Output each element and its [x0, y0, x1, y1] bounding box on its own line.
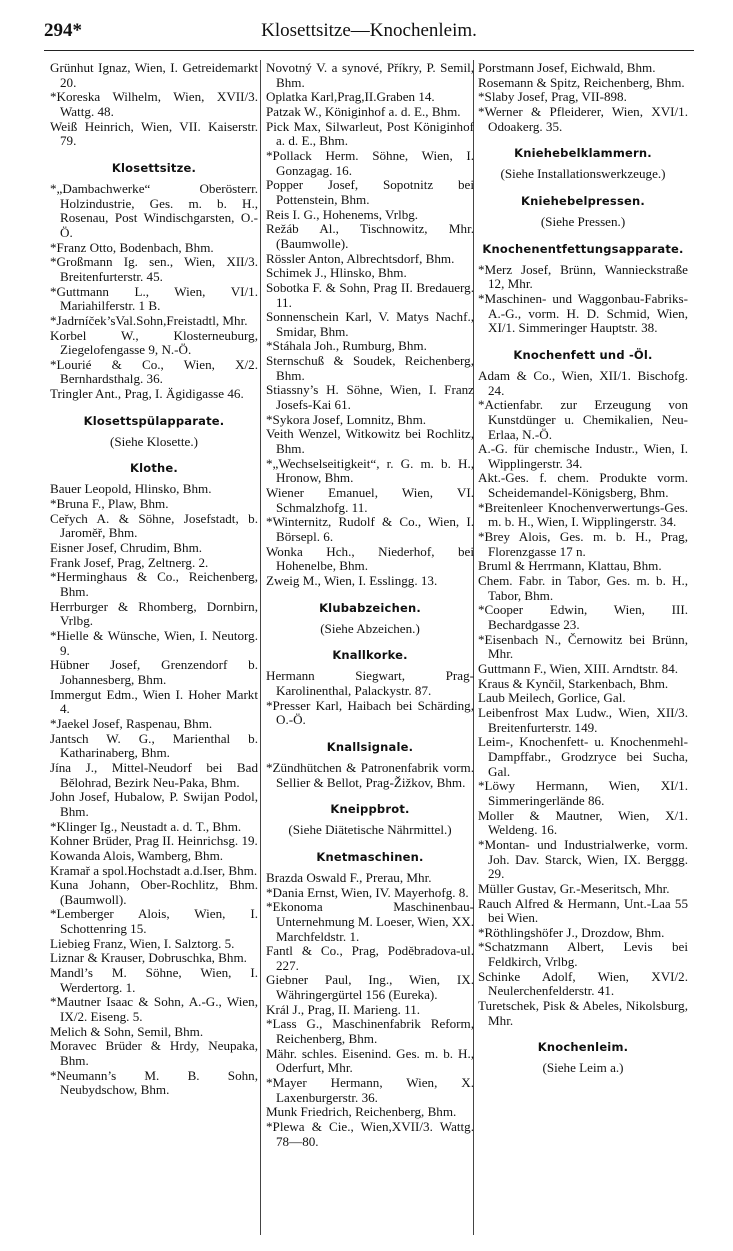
- directory-entry: Chem. Fabr. in Tabor, Ges. m. b. H., Tabor, Bhm.: [478, 573, 688, 603]
- directory-entry: *Schatzmann Albert, Levis bei Feldkirch, Vrlbg.: [478, 939, 688, 970]
- directory-entry: Kramař a spol.Hochstadt a.d.Iser, Bhm.: [50, 862, 258, 878]
- section-heading: Knallkorke.: [332, 648, 408, 663]
- section-heading: Knochenleim.: [537, 1040, 629, 1055]
- directory-entry: Hermann Siegwart, Prag-Karolinenthal, Palackystr. 87.: [266, 668, 474, 698]
- directory-entry: Bauer Leopold, Hlinsko, Bhm.: [50, 481, 212, 497]
- see-also-note: (Siehe Abzeichen.): [320, 620, 420, 636]
- directory-entry: *Stáhala Joh., Rumburg, Bhm.: [266, 338, 427, 354]
- directory-entry: Stiassny’s H. Söhne, Wien, I. Franz Josefs-Kai 61.: [266, 382, 474, 413]
- directory-entry: Liebieg Franz, Wien, I. Salztorg. 5.: [50, 935, 235, 951]
- directory-entry: Fantl & Co., Prag, Poděbradova-ul. 227.: [266, 943, 474, 973]
- see-also-note: (Siehe Leim a.): [542, 1060, 624, 1076]
- directory-entry: Sonnenschein Karl, V. Matys Nachf., Smidar, Bhm.: [266, 309, 474, 339]
- section-heading: Knochenfett und -Öl.: [513, 347, 653, 362]
- directory-entry: Leibenfrost Max Ludw., Wien, XII/3. Breitenfurterstr. 149.: [478, 704, 688, 735]
- directory-entry: Bruml & Herrmann, Klattau, Bhm.: [478, 558, 662, 574]
- directory-entry: Laub Meilech, Gorlice, Gal.: [478, 690, 626, 706]
- directory-entry: Immergut Edm., Wien I. Hoher Markt 4.: [50, 686, 258, 717]
- directory-entry: Frank Josef, Prag, Zeltnerg. 2.: [50, 554, 209, 570]
- directory-entry: *Montan- und Industrialwerke, vorm. Joh. Dav. Starck, Wien, IX. Berggg. 29.: [478, 836, 688, 882]
- section-heading: Klubabzeichen.: [319, 600, 421, 615]
- directory-entry: Kuna Johann, Ober-Rochlitz, Bhm. (Baumwoll).: [50, 877, 258, 907]
- directory-entry: Melich & Sohn, Semil, Bhm.: [50, 1023, 204, 1039]
- directory-entry: Pick Max, Silwarleut, Post Königinhof a. d. E., Bhm.: [266, 118, 474, 149]
- directory-entry: *Franz Otto, Bodenbach, Bhm.: [50, 239, 214, 255]
- directory-entry: Turetschek, Pisk & Abeles, Nikolsburg, Mhr.: [478, 998, 688, 1028]
- directory-entry: Mandl’s M. Söhne, Wien, I. Werdertorg. 1.: [50, 965, 258, 995]
- directory-entry: John Josef, Hubalow, P. Swijan Podol, Bhm.: [50, 789, 258, 819]
- directory-entry: *Plewa & Cie., Wien,XVII/3. Wattg. 78—80.: [266, 1119, 474, 1149]
- directory-entry: Weiß Heinrich, Wien, VII. Kaiserstr. 79.: [50, 118, 258, 149]
- directory-entry: Korbel W., Klosterneuburg, Ziegelofengasse 9, N.-Ö.: [50, 327, 258, 358]
- section-heading: Knochenentfettungsapparate.: [482, 241, 684, 256]
- directory-entry: *Merz Josef, Brünn, Wannieckstraße 12, Mhr.: [478, 261, 688, 292]
- directory-entry: Akt.-Ges. f. chem. Produkte vorm. Scheidemandel-Königsberg, Bhm.: [478, 470, 688, 501]
- directory-entry: *Löwy Hermann, Wien, XI/1. Simmeringerlände 86.: [478, 778, 688, 808]
- directory-entry: *Koreska Wilhelm, Wien, XVII/3. Wattg. 48.: [50, 89, 258, 119]
- directory-entry: Porstmann Josef, Eichwald, Bhm.: [478, 60, 656, 75]
- page-title: Klosettsitze—Knochenleim.: [261, 20, 477, 41]
- directory-entry: Zweig M., Wien, I. Esslingg. 13.: [266, 572, 438, 588]
- page-number: 294*: [44, 20, 82, 41]
- directory-entry: *Presser Karl, Haibach bei Schärding, O.-Ö.: [266, 697, 474, 728]
- directory-entry: Kohner Brüder, Prag II. Heinrichsg. 19.: [50, 833, 258, 849]
- see-also-note: (Siehe Installationswerkzeuge.): [500, 166, 666, 182]
- directory-entry: Rosemann & Spitz, Reichenberg, Bhm.: [478, 74, 685, 90]
- directory-entry: Reis I. G., Hohenems, Vrlbg.: [266, 206, 419, 222]
- directory-entry: Sternschuß & Soudek, Reichenberg, Bhm.: [266, 353, 474, 383]
- directory-entry: Wiener Emanuel, Wien, VI. Schmalzhofg. 11.: [266, 485, 474, 515]
- see-also-note: (Siehe Pressen.): [540, 213, 626, 229]
- directory-entry: *„Dambachwerke“ Oberösterr. Holzindustrie, Ges. m. b. H., Rosenau, Post Windischgarsten, O.-Ö.: [50, 180, 258, 240]
- directory-entry: Munk Friedrich, Reichenberg, Bhm.: [266, 1104, 457, 1120]
- directory-entry: Adam & Co., Wien, XII/1. Bischofg. 24.: [478, 367, 688, 398]
- directory-entry: Schimek J., Hlinsko, Bhm.: [266, 265, 407, 281]
- directory-entry: *Mayer Hermann, Wien, X. Laxenburgerstr. 36.: [266, 1075, 474, 1105]
- directory-entry: A.-G. für chemische Industr., Wien, I. Wipplingerstr. 34.: [478, 441, 688, 471]
- directory-entry: *Winternitz, Rudolf & Co., Wien, I. Börsepl. 6.: [266, 514, 474, 544]
- directory-entry: *Werner & Pfleiderer, Wien, XVI/1. Odoakerg. 35.: [478, 103, 688, 134]
- directory-entry: *Maschinen- und Waggonbau-Fabriks-A.-G., vorm. H. D. Schmid, Wien, XI/1. Simmeringer Hauptstr. 38.: [478, 290, 688, 336]
- directory-entry: *Jaekel Josef, Raspenau, Bhm.: [50, 715, 213, 731]
- directory-entry: Schinke Adolf, Wien, XVI/2. Neulerchenfelderstr. 41.: [478, 968, 688, 999]
- directory-entry: *Eisenbach N., Černowitz bei Brünn, Mhr.: [478, 631, 688, 662]
- directory-entry: *„Wechselseitigkeit“, r. G. m. b. H., Hronow, Bhm.: [266, 455, 474, 486]
- directory-entry: Giebner Paul, Ing., Wien, IX. Währingergürtel 156 (Eureka).: [266, 972, 474, 1003]
- directory-entry: *Mautner Isaac & Sohn, A.-G., Wien, IX/2. Eiseng. 5.: [50, 994, 258, 1025]
- directory-entry: Popper Josef, Sopotnitz bei Pottenstein, Bhm.: [266, 177, 474, 207]
- directory-entry: Leim-, Knochenfett- u. Knochenmehl-Dampffabr., Grodzryce bei Sucha, Gal.: [478, 734, 688, 779]
- directory-entry: Režáb Al., Tischnowitz, Mhr. (Baumwolle).: [266, 221, 474, 251]
- directory-entry: Hübner Josef, Grenzendorf b. Johannesberg, Bhm.: [50, 657, 258, 687]
- directory-entry: Brazda Oswald F., Prerau, Mhr.: [266, 869, 432, 885]
- directory-entry: *Neumann’s M. B. Sohn, Neubydschow, Bhm.: [50, 1067, 258, 1098]
- directory-entry: *Pollack Herm. Söhne, Wien, I. Gonzagag. 16.: [266, 147, 474, 178]
- directory-entry: *Cooper Edwin, Wien, III. Bechardgasse 23.: [478, 602, 688, 633]
- directory-entry: Eisner Josef, Chrudim, Bhm.: [50, 540, 203, 556]
- directory-entry: Müller Gustav, Gr.-Meseritsch, Mhr.: [478, 880, 670, 896]
- directory-entry: *Großmann Ig. sen., Wien, XII/3. Breitenfurterstr. 45.: [50, 254, 258, 284]
- directory-entry: Novotný V. a synové, Příkry, P. Semil, Bhm.: [266, 60, 474, 90]
- directory-entry: Liznar & Krauser, Dobruschka, Bhm.: [50, 950, 247, 966]
- directory-entry: *Herminghaus & Co., Reichenberg, Bhm.: [50, 569, 258, 600]
- directory-entry: *Guttmann L., Wien, VI/1. Mariahilferstr. 1 B.: [50, 283, 258, 314]
- directory-entry: Veith Wenzel, Witkowitz bei Rochlitz, Bhm.: [266, 426, 474, 457]
- directory-entry: *Hielle & Wünsche, Wien, I. Neutorg. 9.: [50, 628, 258, 658]
- directory-entry: *Dania Ernst, Wien, IV. Mayerhofg. 8.: [266, 884, 469, 900]
- column-right: [478, 61, 688, 1076]
- directory-entry: Moller & Mautner, Wien, X/1. Weldeng. 16.: [478, 807, 688, 838]
- directory-entry: Patzak W., Königinhof a. d. E., Bhm.: [266, 103, 461, 119]
- directory-entry: Rauch Alfred & Hermann, Unt.-Laa 55 bei Wien.: [478, 895, 688, 926]
- section-heading: Knallsignale.: [326, 739, 414, 754]
- directory-entry: *Lourié & Co., Wien, X/2. Bernhardsthalg. 36.: [50, 356, 258, 387]
- header-rule: [44, 50, 694, 51]
- directory-entry: Kraus & Kynčil, Starkenbach, Bhm.: [478, 675, 669, 691]
- section-heading: Klosettsitze.: [111, 160, 197, 175]
- section-heading: Kniehebelklammern.: [514, 146, 652, 161]
- directory-entry: *Zündhütchen & Patronenfabrik vorm. Sellier & Bellot, Prag-Žižkov, Bhm.: [266, 759, 474, 790]
- column-middle: [266, 61, 474, 1149]
- directory-entry: *Slaby Josef, Prag, VII-898.: [478, 89, 627, 105]
- column-divider: [260, 60, 261, 1235]
- directory-entry: Wonka Hch., Niederhof, bei Hohenelbe, Bhm.: [266, 543, 474, 574]
- directory-entry: *Bruna F., Plaw, Bhm.: [50, 496, 169, 512]
- directory-entry: Tringler Ant., Prag, I. Ägidigasse 46.: [50, 386, 244, 402]
- directory-entry: Mähr. schles. Eisenind. Ges. m. b. H., Oderfurt, Mhr.: [266, 1045, 474, 1076]
- column-left: [50, 61, 258, 1098]
- directory-entry: *Ekonoma Maschinenbau-Unternehmung M. Loeser, Wien, XX. Marchfeldstr. 1.: [266, 899, 474, 944]
- directory-entry: *Lemberger Alois, Wien, I. Schottenring 15.: [50, 906, 258, 937]
- section-heading: Klothe.: [129, 461, 178, 476]
- section-heading: Kniehebelpressen.: [521, 193, 645, 208]
- directory-entry: Ceřych A. & Söhne, Josefstadt, b. Jaroměř, Bhm.: [50, 510, 258, 541]
- directory-entry: Guttmann F., Wien, XIII. Arndtstr. 84.: [478, 661, 679, 676]
- directory-entry: Moravec Brüder & Hrdy, Neupaka, Bhm.: [50, 1038, 258, 1069]
- directory-entry: Král J., Prag, II. Marieng. 11.: [266, 1001, 421, 1017]
- directory-entry: Oplatka Karl,Prag,II.Graben 14.: [266, 89, 435, 105]
- directory-entry: Kowanda Alois, Wamberg, Bhm.: [50, 847, 224, 863]
- directory-entry: *Klinger Ig., Neustadt a. d. T., Bhm.: [50, 818, 242, 834]
- directory-entry: Jína J., Mittel-Neudorf bei Bad Bělohrad, Bezirk Neu-Paka, Bhm.: [50, 759, 258, 790]
- section-heading: Knetmaschinen.: [316, 849, 424, 864]
- directory-entry: Sobotka F. & Sohn, Prag II. Bredauerg. 11.: [266, 279, 474, 310]
- directory-entry: *Actienfabr. zur Erzeugung von Kunstdünger u. Chemikalien, Neu-Erlaa, N.-Ö.: [478, 397, 688, 442]
- directory-entry: *Lass G., Maschinenfabrik Reform, Reichenberg, Bhm.: [266, 1016, 474, 1047]
- directory-entry: Grünhut Ignaz, Wien, I. Getreidemarkt 20.: [50, 60, 258, 90]
- directory-entry: *Jadrníček’sVal.Sohn,Freistadtl, Mhr.: [50, 312, 248, 328]
- page-header: [44, 20, 694, 46]
- directory-entry: *Röthlingshöfer J., Drozdow, Bhm.: [478, 924, 665, 940]
- see-also-note: (Siehe Klosette.): [110, 433, 198, 449]
- directory-entry: *Sykora Josef, Lomnitz, Bhm.: [266, 411, 427, 427]
- directory-entry: Rössler Anton, Albrechtsdorf, Bhm.: [266, 250, 455, 266]
- directory-entry: Herrburger & Rhomberg, Dornbirn, Vrlbg.: [50, 598, 258, 629]
- section-heading: Kneippbrot.: [330, 802, 410, 817]
- directory-entry: Jantsch W. G., Marienthal b. Katharinaberg, Bhm.: [50, 730, 258, 761]
- section-heading: Klosettspülapparate.: [83, 413, 225, 428]
- directory-entry: *Brey Alois, Ges. m. b. H., Prag, Florenzgasse 17 n.: [478, 529, 688, 559]
- see-also-note: (Siehe Diätetische Nährmittel.): [288, 822, 452, 838]
- directory-entry: *Breitenleer Knochenverwertungs-Ges. m. b. H., Wien, I. Wipplingerstr. 34.: [478, 499, 688, 530]
